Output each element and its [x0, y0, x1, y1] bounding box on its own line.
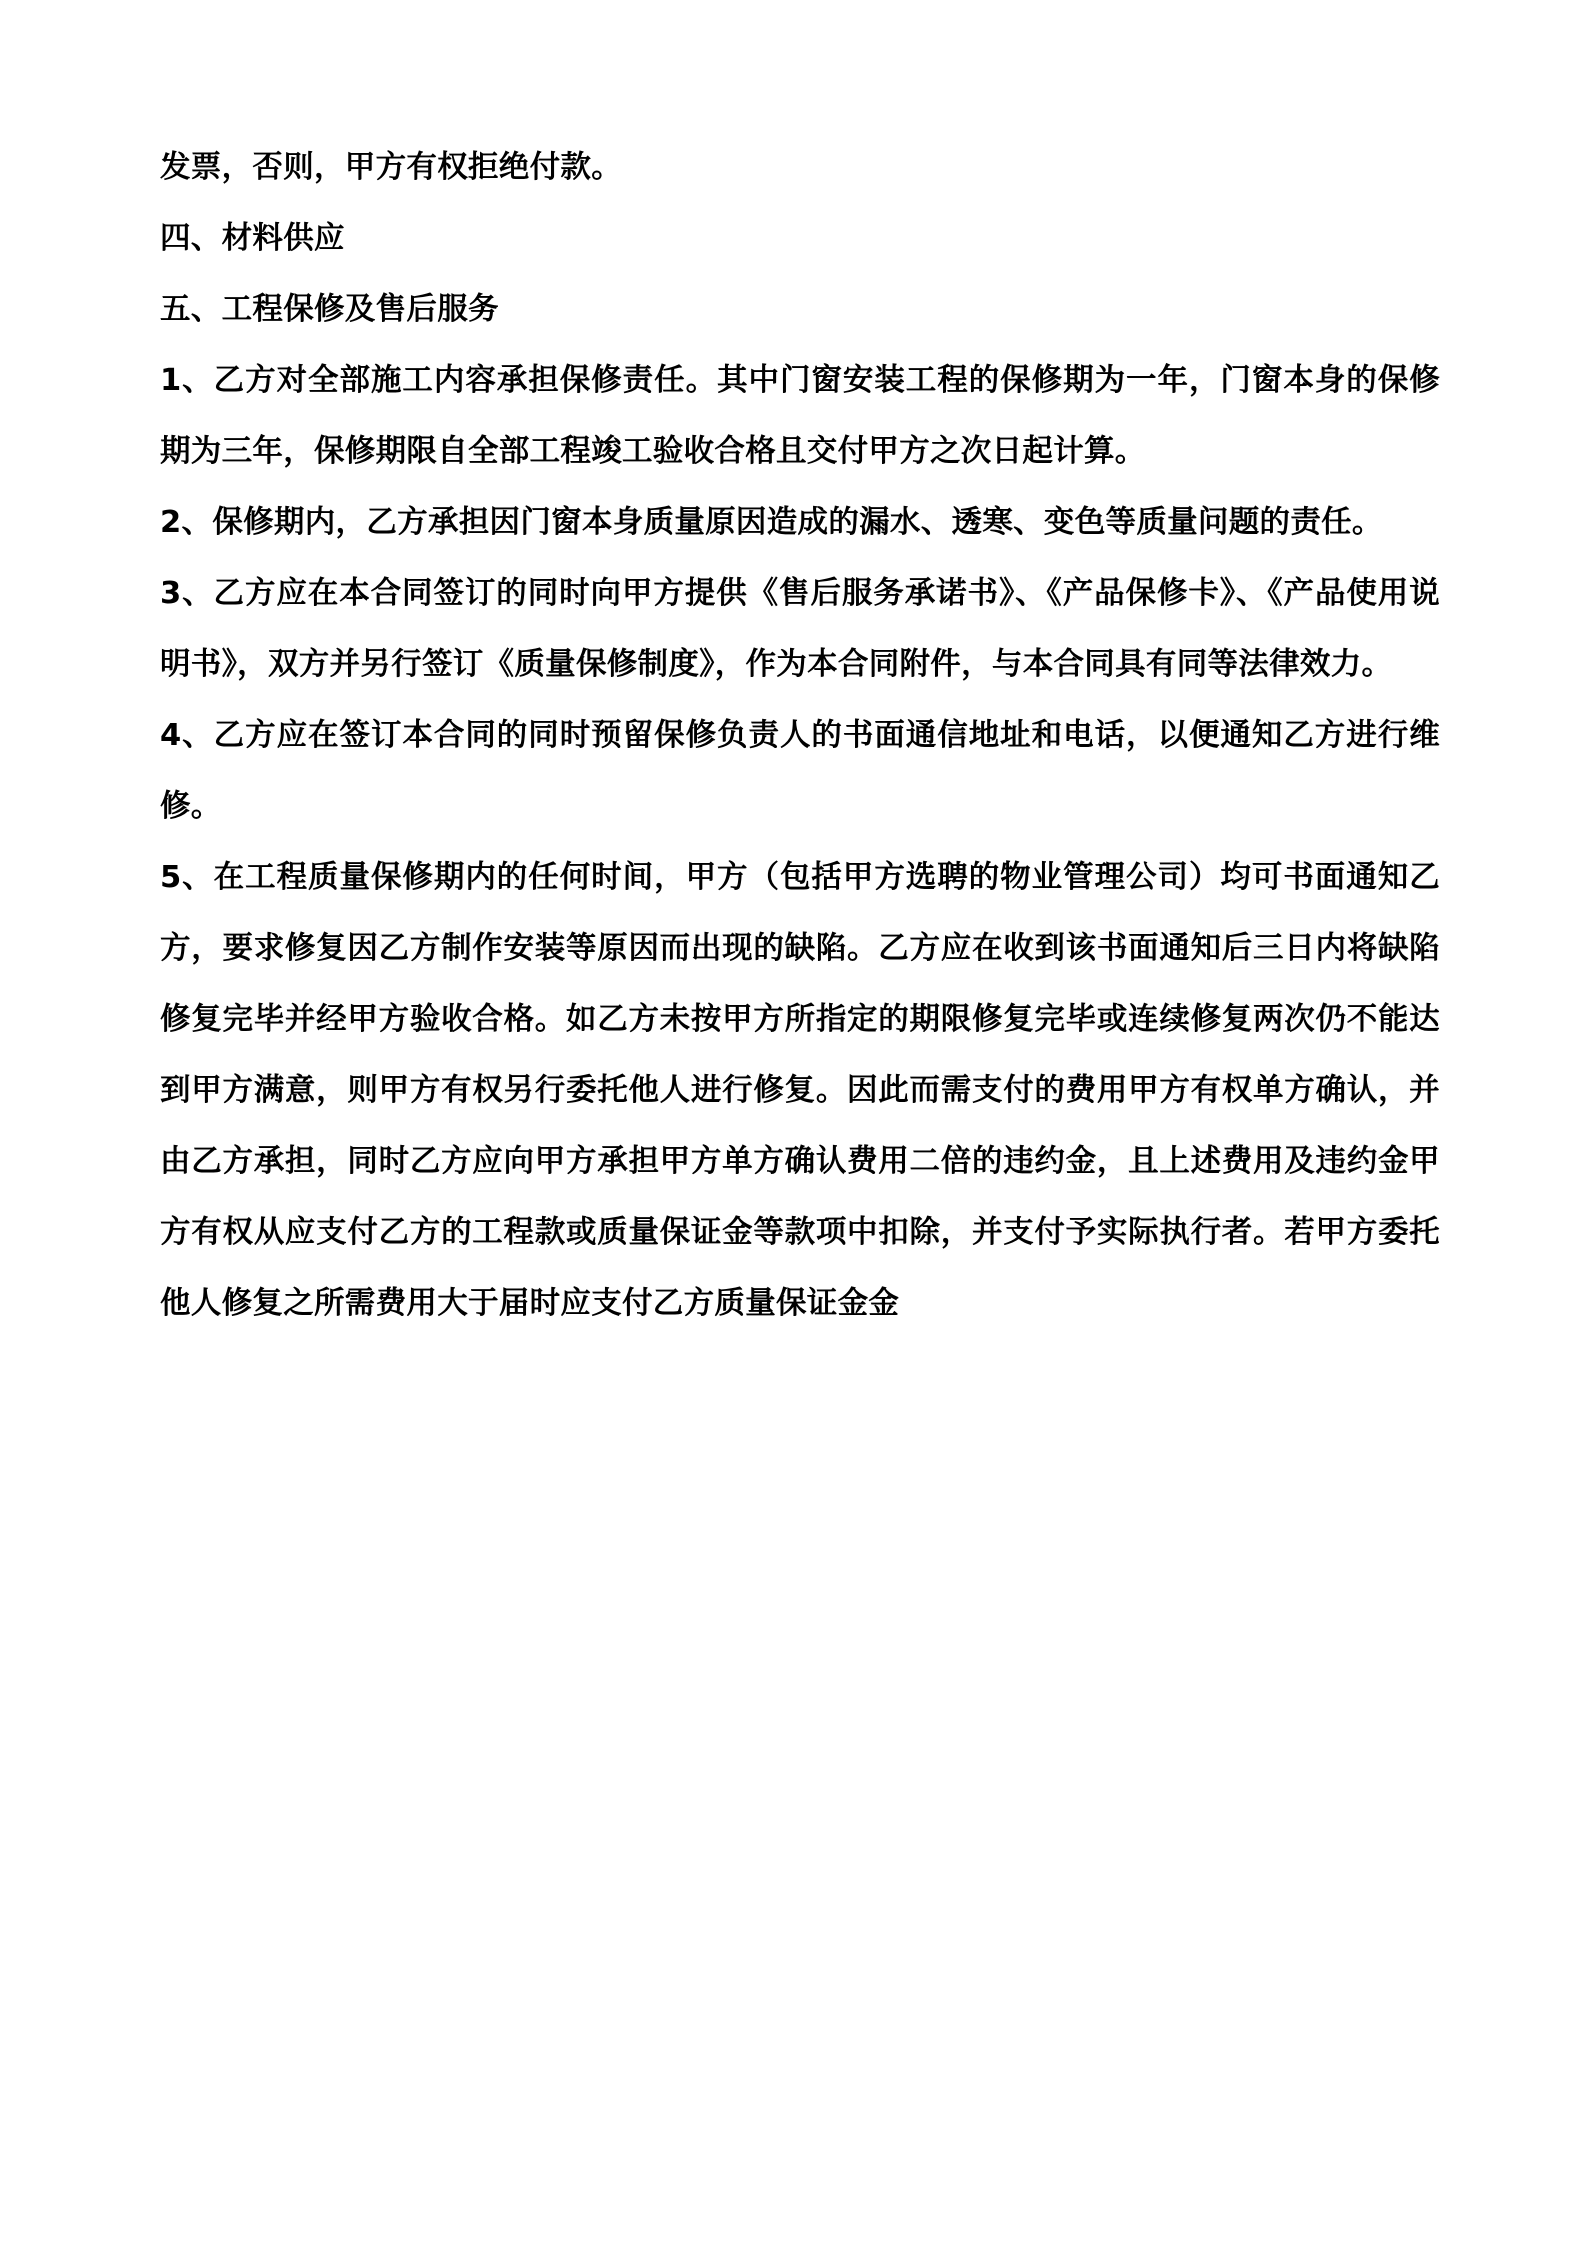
paragraph-warranty-2: 2、保修期内，乙方承担因门窗本身质量原因造成的漏水、透寒、变色等质量问题的责任。: [160, 505, 1383, 540]
heading-section-five: 五、工程保修及售后服务: [160, 292, 499, 327]
paragraph-warranty-4: 4、乙方应在签订本合同的同时预留保修负责人的书面通信地址和电话，以便通知乙方进行维修。: [160, 718, 1440, 824]
paragraph-invoice-refusal: 发票，否则，甲方有权拒绝付款。: [160, 150, 622, 185]
paragraph-warranty-5: 5、在工程质量保修期内的任何时间，甲方（包括甲方选聘的物业管理公司）均可书面通知乙方，要求修复因乙方制作安装等原因而出现的缺陷。乙方应在收到该书面通知后三日内将缺陷修复完毕并经甲方验收合格。如乙方未按甲方所指定的期限修复完毕或连续修复两次仍不能达到甲方满意，则甲方有权另行委托他人进行修复。因此而需支付的费用甲方有权单方确认，并由乙方承担，同时乙方应向甲方承担甲方单方确认费用二倍的违约金，且上述费用及违约金甲方有权从应支付乙方的工程款或质量保证金等款项中扣除，并支付予实际执行者。若甲方委托他人修复之所需费用大于届时应支付乙方质量保证金金: [160, 860, 1440, 1321]
heading-section-four: 四、材料供应: [160, 221, 345, 256]
paragraph-warranty-1: 1、乙方对全部施工内容承担保修责任。其中门窗安装工程的保修期为一年，门窗本身的保修期为三年，保修期限自全部工程竣工验收合格且交付甲方之次日起计算。: [160, 363, 1440, 469]
paragraph-warranty-3: 3、乙方应在本合同签订的同时向甲方提供《售后服务承诺书》、《产品保修卡》、《产品使用说明书》，双方并另行签订《质量保修制度》，作为本合同附件，与本合同具有同等法律效力。: [160, 576, 1440, 682]
document-body: [160, 132, 1440, 1339]
